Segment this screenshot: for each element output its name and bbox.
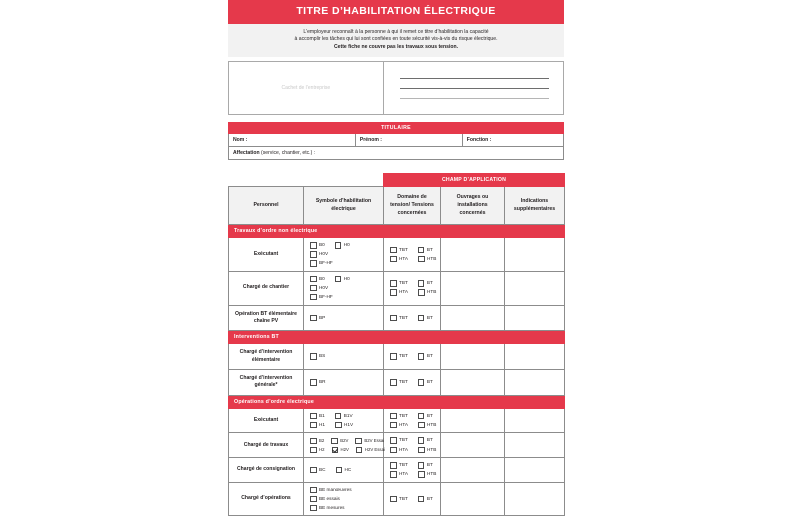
champ-application-header: CHAMP D’APPLICATION bbox=[384, 174, 565, 187]
domaine-checkbox-row bbox=[390, 247, 434, 254]
checkbox-label: HTA bbox=[399, 255, 409, 261]
cell-indications[interactable] bbox=[505, 458, 565, 483]
symbole-checkbox-b1[interactable] bbox=[310, 413, 325, 420]
domaine-checkbox-htb[interactable] bbox=[418, 447, 436, 454]
checkbox-box[interactable] bbox=[310, 242, 317, 249]
symbole-checkbox-b0[interactable] bbox=[310, 276, 325, 283]
domaine-checkbox-hta[interactable] bbox=[390, 422, 408, 429]
cell-personnel: Exécutant bbox=[229, 238, 304, 272]
checkbox-label: HTA bbox=[399, 421, 409, 427]
cell-symbole[interactable] bbox=[304, 408, 384, 433]
cell-personnel: Chargé d’intervention générale* bbox=[229, 370, 304, 396]
checkbox-label: BT bbox=[426, 314, 433, 320]
checkbox-box[interactable] bbox=[418, 447, 425, 454]
domaine-checkbox-tbt[interactable] bbox=[390, 247, 408, 254]
cell-ouvrages[interactable] bbox=[441, 408, 505, 433]
table-row bbox=[229, 433, 565, 458]
symbole-checkbox-row bbox=[310, 467, 377, 474]
checkbox-box[interactable] bbox=[418, 413, 425, 420]
symbole-checkbox-b2v[interactable] bbox=[331, 438, 348, 445]
cell-domaine[interactable] bbox=[384, 482, 441, 516]
checkbox-box[interactable] bbox=[332, 447, 339, 454]
checkbox-box[interactable] bbox=[310, 487, 317, 494]
symbole-checkbox-row bbox=[310, 315, 377, 322]
table-row bbox=[229, 238, 565, 272]
domaine-checkbox-row bbox=[390, 421, 437, 429]
symbole-checkbox-row bbox=[310, 437, 385, 445]
checkbox-label: BT bbox=[426, 462, 433, 468]
checkbox-box[interactable] bbox=[310, 294, 317, 301]
domaine-checkbox-row bbox=[390, 255, 437, 263]
cell-domaine[interactable] bbox=[384, 408, 441, 433]
checkbox-box[interactable] bbox=[418, 289, 425, 296]
checkbox-box[interactable] bbox=[310, 251, 317, 258]
checkbox-label: BR bbox=[319, 379, 326, 385]
checkbox-label: BS bbox=[319, 353, 326, 359]
symbole-checkbox-h2v-essai[interactable] bbox=[356, 447, 385, 454]
symbole-checkbox-h0v[interactable] bbox=[310, 285, 328, 292]
domaine-checkbox-tbt[interactable] bbox=[390, 413, 408, 420]
checkbox-box[interactable] bbox=[390, 379, 397, 386]
cell-symbole[interactable] bbox=[304, 305, 384, 331]
habilitation-table bbox=[228, 173, 565, 516]
cell-domaine[interactable] bbox=[384, 271, 441, 305]
symbole-checkbox-h0v[interactable] bbox=[310, 251, 328, 258]
cell-personnel: Opération BT élémentaire chaîne PV bbox=[229, 305, 304, 331]
checkbox-box[interactable] bbox=[310, 422, 317, 429]
symbole-checkbox-row bbox=[310, 379, 377, 386]
symbole-checkbox-h2[interactable] bbox=[310, 447, 325, 454]
checkbox-label: H0V bbox=[319, 284, 329, 290]
checkbox-box[interactable] bbox=[335, 242, 342, 249]
domaine-checkbox-hta[interactable] bbox=[390, 256, 408, 263]
domaine-checkbox-row bbox=[390, 315, 434, 322]
cell-ouvrages[interactable] bbox=[441, 238, 505, 272]
domaine-checkbox-htb[interactable] bbox=[418, 471, 436, 478]
symbole-checkbox-br[interactable] bbox=[310, 379, 326, 386]
symbole-checkbox-row bbox=[310, 505, 377, 512]
header-personnel: Personnel bbox=[229, 187, 304, 225]
symbole-checkbox-h0[interactable] bbox=[335, 276, 350, 283]
domaine-checkbox-htb[interactable] bbox=[418, 422, 436, 429]
cell-domaine[interactable] bbox=[384, 458, 441, 483]
symbole-checkbox-row bbox=[310, 294, 377, 301]
intro-paragraph bbox=[228, 24, 564, 58]
checkbox-label: BF-HF bbox=[319, 260, 333, 266]
symbole-checkbox-bp[interactable] bbox=[310, 315, 325, 322]
domaine-checkbox-hta[interactable] bbox=[390, 289, 408, 296]
checkbox-label: HTB bbox=[427, 289, 437, 295]
checkbox-box[interactable] bbox=[310, 379, 317, 386]
cell-domaine[interactable] bbox=[384, 433, 441, 458]
cell-personnel: Chargé de travaux bbox=[229, 433, 304, 458]
checkbox-box[interactable] bbox=[390, 289, 397, 296]
checkbox-box[interactable] bbox=[390, 462, 397, 469]
cell-domaine[interactable] bbox=[384, 370, 441, 396]
cell-indications[interactable] bbox=[505, 238, 565, 272]
checkbox-box[interactable] bbox=[310, 413, 317, 420]
cell-ouvrages[interactable] bbox=[441, 433, 505, 458]
checkbox-box[interactable] bbox=[335, 413, 342, 420]
cell-ouvrages[interactable] bbox=[441, 305, 505, 331]
cell-indications[interactable] bbox=[505, 305, 565, 331]
checkbox-label: BE essais bbox=[319, 495, 340, 501]
intro-line-3: Cette fiche ne couvre pas les travaux sous tension. bbox=[334, 43, 458, 50]
symbole-checkbox-be-man-uvres[interactable] bbox=[310, 487, 352, 494]
cell-indications[interactable] bbox=[505, 344, 565, 370]
checkbox-box[interactable] bbox=[355, 438, 362, 445]
domaine-checkbox-tbt[interactable] bbox=[390, 280, 408, 287]
cell-personnel: Chargé d’opérations bbox=[229, 482, 304, 516]
checkbox-label: H2V bbox=[340, 446, 349, 452]
table-row bbox=[229, 370, 565, 396]
domaine-checkbox-hta[interactable] bbox=[390, 447, 408, 454]
cell-indications[interactable] bbox=[505, 370, 565, 396]
domaine-checkbox-tbt[interactable] bbox=[390, 437, 408, 444]
checkbox-box[interactable] bbox=[390, 496, 397, 503]
symbole-checkbox-bf-hf[interactable] bbox=[310, 294, 333, 301]
symbole-checkbox-h0[interactable] bbox=[335, 242, 350, 249]
checkbox-box[interactable] bbox=[418, 256, 425, 263]
checkbox-box[interactable] bbox=[418, 496, 425, 503]
cell-symbole[interactable] bbox=[304, 271, 384, 305]
cell-indications[interactable] bbox=[505, 271, 565, 305]
checkbox-label: BT bbox=[426, 379, 433, 385]
domaine-checkbox-row bbox=[390, 471, 437, 478]
cell-domaine[interactable] bbox=[384, 344, 441, 370]
checkbox-label: TBT bbox=[399, 379, 408, 385]
symbole-checkbox-row bbox=[310, 260, 377, 267]
header-ouvrages: Ouvrages ou installations concernés bbox=[441, 187, 505, 225]
checkbox-box[interactable] bbox=[310, 447, 317, 454]
affectation-field[interactable] bbox=[229, 147, 563, 159]
domaine-checkbox-htb[interactable] bbox=[418, 256, 436, 263]
checkbox-label: H1V bbox=[344, 421, 354, 427]
domaine-checkbox-row bbox=[390, 280, 434, 287]
domaine-checkbox-row bbox=[390, 462, 434, 469]
write-line-1 bbox=[400, 78, 549, 79]
table-row bbox=[229, 408, 565, 433]
symbole-checkbox-bs[interactable] bbox=[310, 353, 325, 360]
checkbox-label: BE mesures bbox=[319, 504, 345, 510]
checkbox-label: B2V Essai bbox=[364, 437, 385, 443]
checkbox-label: TBT bbox=[399, 314, 408, 320]
signature-lines-area[interactable] bbox=[384, 62, 563, 114]
domaine-checkbox-row bbox=[390, 353, 434, 360]
checkbox-box[interactable] bbox=[356, 447, 363, 454]
cell-domaine[interactable] bbox=[384, 305, 441, 331]
domaine-checkbox-tbt[interactable] bbox=[390, 462, 408, 469]
checkbox-label: TBT bbox=[399, 412, 408, 418]
titulaire-row-identity bbox=[228, 134, 564, 147]
checkbox-box[interactable] bbox=[310, 276, 317, 283]
cell-personnel: Chargé d’intervention élémentaire bbox=[229, 344, 304, 370]
domaine-checkbox-bt[interactable] bbox=[418, 462, 433, 469]
symbole-checkbox-row bbox=[310, 413, 377, 420]
section-header-row bbox=[229, 225, 565, 238]
document-page bbox=[228, 0, 564, 516]
checkbox-box[interactable] bbox=[418, 462, 425, 469]
checkbox-label: B0 bbox=[319, 275, 325, 281]
checkbox-box[interactable] bbox=[390, 422, 397, 429]
write-line-3 bbox=[400, 98, 549, 99]
domaine-checkbox-row bbox=[390, 437, 434, 444]
checkbox-label: BC bbox=[319, 466, 326, 472]
cell-personnel: Exécutant bbox=[229, 408, 304, 433]
checkbox-box[interactable] bbox=[418, 471, 425, 478]
header-indications: Indications supplémentaires bbox=[505, 187, 565, 225]
checkbox-box[interactable] bbox=[310, 260, 317, 267]
domaine-checkbox-bt[interactable] bbox=[418, 437, 433, 444]
symbole-checkbox-h2v[interactable] bbox=[332, 447, 349, 454]
titulaire-header: TITULAIRE bbox=[228, 122, 564, 134]
cell-symbole[interactable] bbox=[304, 433, 384, 458]
checkbox-box[interactable] bbox=[310, 467, 317, 474]
checkbox-label: B2V bbox=[340, 437, 349, 443]
domaine-checkbox-bt[interactable] bbox=[418, 280, 433, 287]
cell-symbole[interactable] bbox=[304, 238, 384, 272]
checkbox-label: TBT bbox=[399, 495, 408, 501]
checkbox-label: H0V bbox=[319, 251, 329, 257]
cell-symbole[interactable] bbox=[304, 370, 384, 396]
champ-application-band-row bbox=[229, 174, 565, 187]
symbole-checkbox-hc[interactable] bbox=[336, 467, 352, 474]
checkbox-label: H0 bbox=[343, 242, 350, 248]
symbole-checkbox-b2v-essai[interactable] bbox=[355, 438, 384, 445]
header-symbole: Symbole d’habilitation électrique bbox=[304, 187, 384, 225]
symbole-checkbox-row bbox=[310, 276, 377, 283]
cell-symbole[interactable] bbox=[304, 458, 384, 483]
checkbox-label: B1 bbox=[319, 412, 325, 418]
checkbox-label: HTB bbox=[427, 471, 437, 477]
checkbox-box[interactable] bbox=[390, 353, 397, 360]
domaine-checkbox-row bbox=[390, 446, 437, 454]
section-header-row bbox=[229, 395, 565, 408]
symbole-checkbox-be-mesures[interactable] bbox=[310, 505, 345, 512]
prenom-field[interactable]: Prénom : bbox=[356, 134, 463, 146]
checkbox-box[interactable] bbox=[418, 379, 425, 386]
table-row bbox=[229, 305, 565, 331]
checkbox-box[interactable] bbox=[310, 315, 317, 322]
checkbox-label: BP bbox=[319, 314, 326, 320]
fonction-field[interactable]: Fonction : bbox=[466, 137, 492, 144]
symbole-checkbox-be-essais[interactable] bbox=[310, 496, 340, 503]
checkbox-box[interactable] bbox=[310, 505, 317, 512]
checkbox-label: B0 bbox=[319, 242, 325, 248]
domaine-checkbox-bt[interactable] bbox=[418, 247, 433, 254]
symbole-checkbox-b0[interactable] bbox=[310, 242, 325, 249]
checkbox-label: HTB bbox=[427, 255, 437, 261]
checkbox-label: HTB bbox=[427, 421, 437, 427]
symbole-checkbox-b2[interactable] bbox=[310, 438, 324, 445]
checkbox-box[interactable] bbox=[390, 447, 397, 454]
domaine-checkbox-bt[interactable] bbox=[418, 315, 433, 322]
checkbox-box[interactable] bbox=[390, 437, 397, 444]
company-stamp-placeholder: Cachet de l’entreprise bbox=[281, 85, 331, 92]
company-stamp-area[interactable] bbox=[229, 62, 384, 114]
checkbox-label: BT bbox=[426, 353, 433, 359]
stamp-and-signature-block bbox=[228, 61, 564, 115]
checkbox-box[interactable] bbox=[390, 471, 397, 478]
domaine-checkbox-row bbox=[390, 496, 434, 503]
cell-ouvrages[interactable] bbox=[441, 271, 505, 305]
intro-line-1: L’employeur reconnaît à la personne à qui il remet ce titre d’habilitation la capacité bbox=[303, 28, 489, 35]
domaine-checkbox-tbt[interactable] bbox=[390, 379, 408, 386]
domaine-checkbox-tbt[interactable] bbox=[390, 353, 408, 360]
table-row bbox=[229, 482, 565, 516]
checkbox-box[interactable] bbox=[310, 353, 317, 360]
band-spacer-2 bbox=[304, 174, 384, 187]
checkbox-box[interactable] bbox=[335, 422, 342, 429]
symbole-checkbox-bf-hf[interactable] bbox=[310, 260, 333, 267]
affectation-suffix: (service, chantier, etc.) : bbox=[261, 150, 316, 157]
domaine-checkbox-tbt[interactable] bbox=[390, 496, 408, 503]
checkbox-box[interactable] bbox=[418, 247, 425, 254]
checkbox-box[interactable] bbox=[390, 315, 397, 322]
cell-indications[interactable] bbox=[505, 482, 565, 516]
symbole-checkbox-row bbox=[310, 251, 377, 258]
checkbox-label: BF-HF bbox=[319, 293, 333, 299]
checkbox-label: TBT bbox=[399, 280, 408, 286]
checkbox-box[interactable] bbox=[418, 315, 425, 322]
symbole-checkbox-h1[interactable] bbox=[310, 422, 325, 429]
checkbox-label: H0 bbox=[343, 275, 350, 281]
domaine-checkbox-bt[interactable] bbox=[418, 496, 433, 503]
cell-indications[interactable] bbox=[505, 433, 565, 458]
checkbox-label: HC bbox=[344, 466, 352, 472]
symbole-checkbox-row bbox=[310, 285, 377, 292]
checkbox-label: BE manœuvres bbox=[319, 486, 352, 492]
domaine-checkbox-bt[interactable] bbox=[418, 413, 433, 420]
write-line-2 bbox=[400, 88, 549, 89]
domaine-checkbox-tbt[interactable] bbox=[390, 315, 408, 322]
checkbox-box[interactable] bbox=[418, 280, 425, 287]
cell-ouvrages[interactable] bbox=[441, 458, 505, 483]
checkbox-box[interactable] bbox=[331, 438, 338, 445]
symbole-checkbox-b1v[interactable] bbox=[335, 413, 353, 420]
checkbox-box[interactable] bbox=[310, 438, 317, 445]
checkbox-box[interactable] bbox=[390, 256, 397, 263]
checkbox-label: B1V bbox=[343, 412, 353, 418]
table-row bbox=[229, 458, 565, 483]
cell-symbole[interactable] bbox=[304, 344, 384, 370]
domaine-checkbox-hta[interactable] bbox=[390, 471, 408, 478]
checkbox-box[interactable] bbox=[310, 285, 317, 292]
checkbox-label: BT bbox=[426, 437, 433, 443]
domaine-checkbox-bt[interactable] bbox=[418, 353, 433, 360]
checkbox-box[interactable] bbox=[336, 467, 343, 474]
symbole-checkbox-h1v[interactable] bbox=[335, 422, 353, 429]
checkbox-box[interactable] bbox=[418, 422, 425, 429]
page-title: TITRE D’HABILITATION ÉLECTRIQUE bbox=[228, 0, 564, 24]
cell-symbole[interactable] bbox=[304, 482, 384, 516]
nom-field[interactable]: Nom : bbox=[229, 134, 356, 146]
checkbox-label: BT bbox=[426, 246, 433, 252]
cell-domaine[interactable] bbox=[384, 238, 441, 272]
checkbox-label: H1 bbox=[319, 421, 325, 427]
column-header-row bbox=[229, 187, 565, 225]
checkbox-label: HTB bbox=[427, 446, 437, 452]
domaine-checkbox-htb[interactable] bbox=[418, 289, 436, 296]
checkbox-label: TBT bbox=[399, 462, 408, 468]
checkbox-label: B2 bbox=[319, 437, 325, 443]
cell-personnel: Chargé de consignation bbox=[229, 458, 304, 483]
section-title: Interventions BT bbox=[229, 331, 565, 344]
checkbox-box[interactable] bbox=[310, 496, 317, 503]
checkbox-box[interactable] bbox=[390, 280, 397, 287]
checkbox-box[interactable] bbox=[418, 437, 425, 444]
band-spacer-1 bbox=[229, 174, 304, 187]
checkbox-label: TBT bbox=[399, 353, 408, 359]
symbole-checkbox-row bbox=[310, 487, 377, 494]
domaine-checkbox-row bbox=[390, 413, 434, 420]
checkbox-label: TBT bbox=[399, 437, 408, 443]
checkbox-label: BT bbox=[426, 412, 433, 418]
checkbox-label: HTA bbox=[399, 289, 409, 295]
titulaire-row-affectation bbox=[228, 147, 564, 160]
domaine-checkbox-bt[interactable] bbox=[418, 379, 433, 386]
cell-ouvrages[interactable] bbox=[441, 482, 505, 516]
section-header-row bbox=[229, 331, 565, 344]
checkbox-box[interactable] bbox=[418, 353, 425, 360]
section-title: Opérations d’ordre électrique bbox=[229, 395, 565, 408]
symbole-checkbox-row bbox=[310, 353, 377, 360]
symbole-checkbox-row bbox=[310, 242, 377, 249]
checkbox-label: BT bbox=[426, 280, 433, 286]
checkbox-label: H2 bbox=[319, 446, 325, 452]
affectation-label: Affectation bbox=[233, 150, 260, 157]
symbole-checkbox-row bbox=[310, 446, 385, 454]
checkbox-box[interactable] bbox=[390, 413, 397, 420]
domaine-checkbox-row bbox=[390, 289, 437, 296]
checkbox-label: HTA bbox=[399, 471, 409, 477]
cell-personnel: Chargé de chantier bbox=[229, 271, 304, 305]
section-title: Travaux d’ordre non électrique bbox=[229, 225, 565, 238]
checkbox-label: TBT bbox=[399, 246, 408, 252]
checkbox-box[interactable] bbox=[390, 247, 397, 254]
table-row bbox=[229, 344, 565, 370]
symbole-checkbox-row bbox=[310, 496, 377, 503]
intro-line-2: à accomplir les tâches qui lui sont confiées en toute sécurité vis-à-vis du risque électrique. bbox=[294, 36, 498, 43]
cell-ouvrages[interactable] bbox=[441, 370, 505, 396]
checkbox-label: BT bbox=[426, 495, 433, 501]
checkbox-box[interactable] bbox=[335, 276, 342, 283]
checkbox-label: HTA bbox=[399, 446, 409, 452]
cell-ouvrages[interactable] bbox=[441, 344, 505, 370]
symbole-checkbox-row bbox=[310, 422, 377, 429]
cell-indications[interactable] bbox=[505, 408, 565, 433]
domaine-checkbox-row bbox=[390, 379, 434, 386]
checkbox-label: H2V Essai bbox=[364, 446, 385, 452]
symbole-checkbox-bc[interactable] bbox=[310, 467, 326, 474]
header-domaine: Domaine de tension/ Tensions concernées bbox=[384, 187, 441, 225]
table-row bbox=[229, 271, 565, 305]
